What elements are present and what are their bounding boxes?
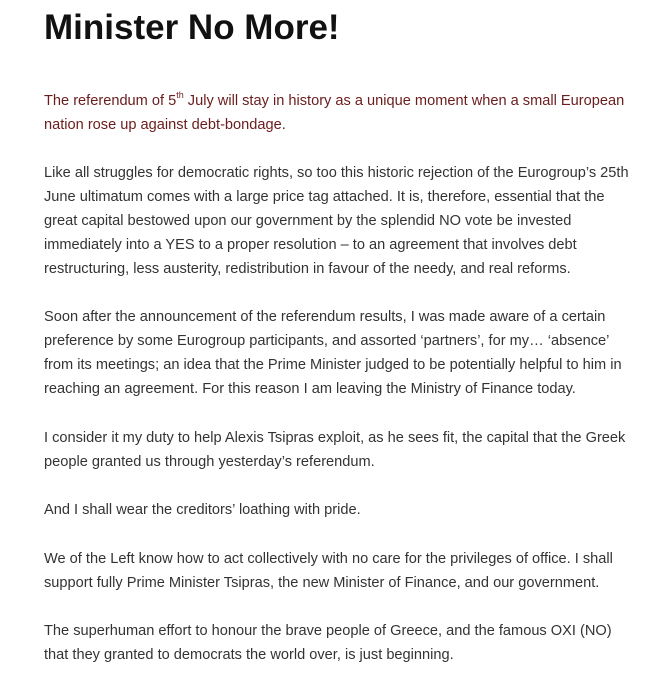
paragraph-creditors-loathing: And I shall wear the creditors’ loathing with pride. bbox=[44, 502, 361, 518]
lead-text-end: July will stay in history as a unique moment when a small European nation rose up against debt-bondage. bbox=[44, 93, 625, 133]
paragraph-duty-to-tsipras: I consider it my duty to help Alexis Tsipras exploit, as he sees fit, the capital that the Greek people granted us through yesterday’s referendum. bbox=[44, 430, 626, 470]
lead-paragraph bbox=[44, 89, 634, 137]
lead-superscript: th bbox=[176, 90, 184, 101]
lead-text-start: The referendum of 5 bbox=[44, 93, 177, 109]
paragraph-left-collective: We of the Left know how to act collectively with no care for the privileges of office. I shall support fully Prime Minister Tsipras, the new Minister of Finance, and our government. bbox=[44, 551, 613, 591]
paragraph-leaving-ministry: Soon after the announcement of the referendum results, I was made aware of a certain preference by some Eurogroup participants, and assorted ‘partners’, for my… ‘absence’ from its meetings; an idea that the Prime Minister judged to be potentially helpful to him in reaching an agreement. For this reason I am leaving the Ministry of Finance today. bbox=[44, 309, 622, 397]
paragraph-eurogroup-ultimatum: Like all struggles for democratic rights, so too this historic rejection of the Eurogroup’s 25th June ultimatum comes with a large price tag attached. It is, therefore, essential that the great capital bestowed upon our government by the splendid NO vote be invested immediately into a YES to a proper resolution – to an agreement that involves debt restructuring, less austerity, redistribution in favour of the needy, and real reforms. bbox=[44, 165, 629, 277]
paragraph-superhuman-effort: The superhuman effort to honour the brave people of Greece, and the famous OXI (NO) that they granted to democrats the world over, is just beginning. bbox=[44, 623, 612, 663]
page-title: Minister No More! bbox=[44, 8, 340, 47]
